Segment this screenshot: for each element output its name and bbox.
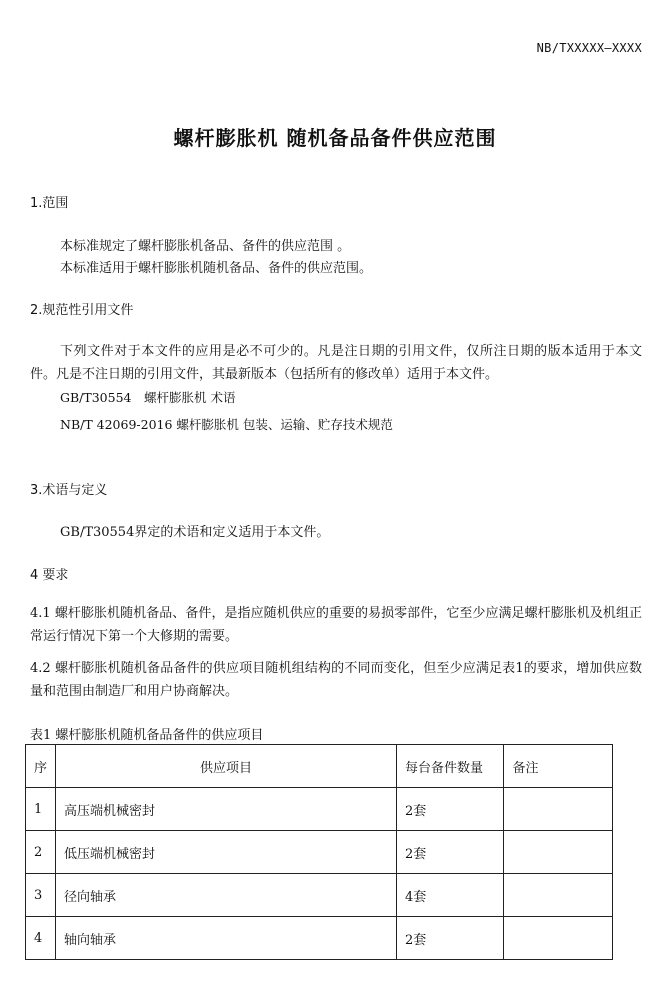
section-4-heading: 4 要求 bbox=[30, 568, 69, 583]
section-3-paragraph: GB/T30554界定的术语和定义适用于本文件。 bbox=[60, 525, 330, 540]
row-no: 4 bbox=[26, 917, 56, 960]
row-qty: 2套 bbox=[397, 917, 504, 960]
row-no: 3 bbox=[26, 874, 56, 917]
reference-item: GB/T30554 螺杆膨胀机 术语 bbox=[60, 390, 236, 405]
row-note bbox=[504, 831, 613, 874]
section-2-intro: 下列文件对于本文件的应用是必不可少的。凡是注日期的引用文件，仅所注日期的版本适用于本文件。凡是不注日期的引用文件，其最新版本（包括所有的修改单）适用于本文件。 bbox=[30, 344, 642, 382]
section-1-paragraph-1: 本标准规定了螺杆膨胀机备品、备件的供应范围 。 bbox=[60, 239, 351, 254]
row-note bbox=[504, 874, 613, 917]
row-qty: 4套 bbox=[397, 874, 504, 917]
header-qty: 每台备件数量 bbox=[397, 745, 504, 788]
table-row bbox=[26, 917, 613, 960]
table-header-row bbox=[26, 745, 613, 788]
section-1-paragraph-2: 本标准适用于螺杆膨胀机随机备品、备件的供应范围。 bbox=[60, 261, 373, 276]
row-item: 径向轴承 bbox=[56, 874, 397, 917]
row-item: 高压端机械密封 bbox=[56, 788, 397, 831]
row-qty: 2套 bbox=[397, 788, 504, 831]
document-title: 螺杆膨胀机 随机备品备件供应范围 bbox=[173, 126, 497, 150]
section-1-heading: 1.范围 bbox=[30, 196, 69, 211]
header-no: 序 bbox=[26, 745, 56, 788]
section-3-heading: 3.术语与定义 bbox=[30, 483, 108, 498]
standard-code: NB/TXXXXX—XXXX bbox=[536, 41, 642, 55]
row-note bbox=[504, 788, 613, 831]
header-item: 供应项目 bbox=[56, 745, 397, 788]
spare-parts-table bbox=[25, 744, 613, 960]
table-row bbox=[26, 874, 613, 917]
header-note: 备注 bbox=[504, 745, 613, 788]
row-no: 2 bbox=[26, 831, 56, 874]
table-row bbox=[26, 788, 613, 831]
row-no: 1 bbox=[26, 788, 56, 831]
requirement-4-2: 4.2 螺杆膨胀机随机备品备件的供应项目随机组结构的不同而变化，但至少应满足表1的要求，增加供应数量和范围由制造厂和用户协商解决。 bbox=[30, 661, 642, 699]
section-2-heading: 2.规范性引用文件 bbox=[30, 303, 134, 318]
reference-item: NB/T 42069-2016 螺杆膨胀机 包装、运输、贮存技术规范 bbox=[60, 417, 393, 432]
table-row bbox=[26, 831, 613, 874]
row-qty: 2套 bbox=[397, 831, 504, 874]
row-item: 低压端机械密封 bbox=[56, 831, 397, 874]
row-note bbox=[504, 917, 613, 960]
requirement-4-1: 4.1 螺杆膨胀机随机备品、备件，是指应随机供应的重要的易损零部件，它至少应满足螺杆膨胀机及机组正常运行情况下第一个大修期的需要。 bbox=[30, 606, 642, 644]
row-item: 轴向轴承 bbox=[56, 917, 397, 960]
table-caption: 表1 螺杆膨胀机随机备品备件的供应项目 bbox=[30, 728, 264, 743]
